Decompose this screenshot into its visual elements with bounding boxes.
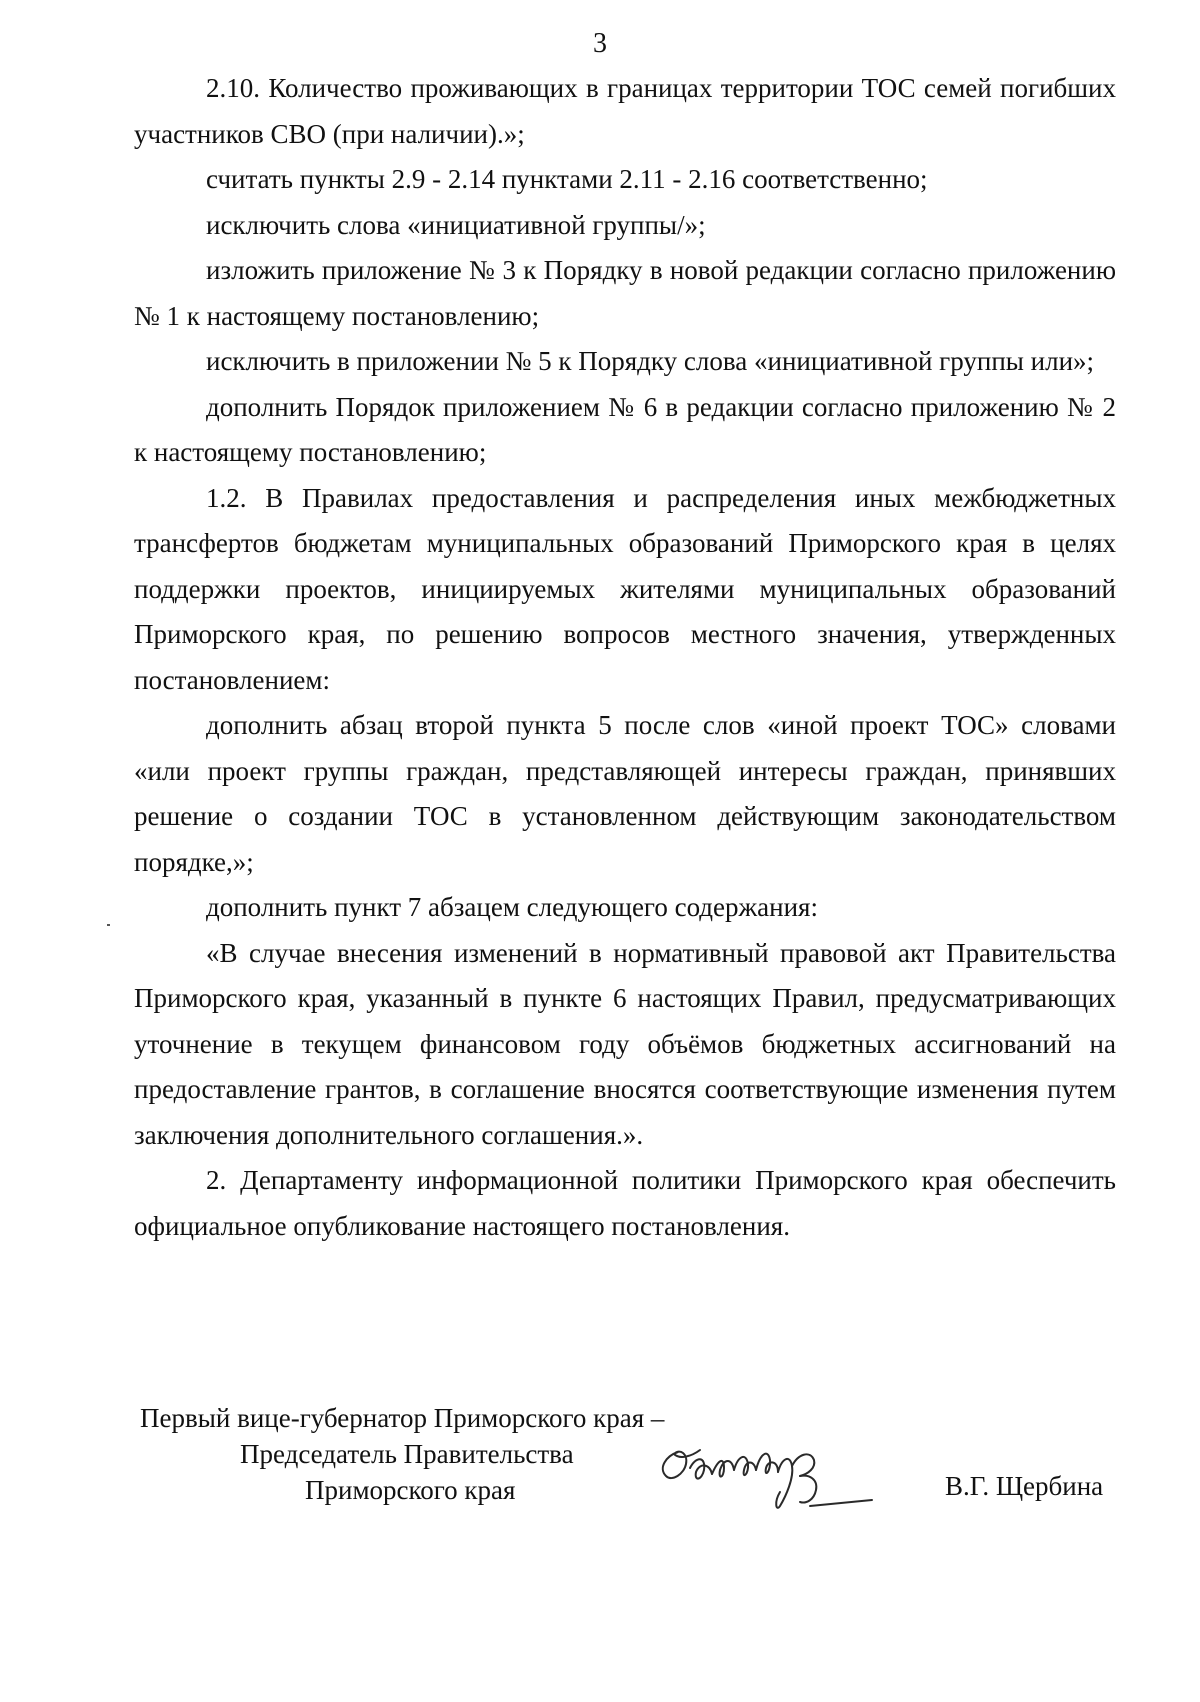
page-number: 3 <box>593 28 607 59</box>
paragraph-appendix-3: изложить приложение № 3 к Порядку в новой редакции согласно приложению № 1 к настоящему постановлению; <box>134 255 1116 331</box>
document-body <box>134 66 1116 1249</box>
signatory-name: В.Г. Щербина <box>945 1471 1104 1501</box>
paragraph-appendix-6: дополнить Порядок приложением № 6 в редакции согласно приложению № 2 к настоящему постановлению; <box>134 391 1116 467</box>
signatory-position <box>140 1400 664 1508</box>
paragraph-1-2: 1.2. В Правилах предоставления и распределения иных межбюджетных трансфертов бюджетам муниципальных образований Приморского края в целях поддержки проектов, инициируемых жителями муниципальных образований Приморского края, по решению вопросов местного значения, утвержденных постановлением: <box>134 482 1116 695</box>
paragraph-clause-7: дополнить пункт 7 абзацем следующего содержания: <box>206 892 818 922</box>
signatory-position-line-1: Первый вице-губернатор Приморского края – <box>140 1403 665 1433</box>
paragraph-2-publication: 2. Департаменту информационной политики Приморского края обеспечить официальное опубликование настоящего постановления. <box>134 1165 1116 1241</box>
signatory-position-line-2: Председатель Правительства <box>240 1439 574 1469</box>
margin-mark <box>107 924 110 926</box>
paragraph-2-10: 2.10. Количество проживающих в границах территории ТОС семей погибших участников СВО (при наличии).»; <box>134 73 1116 149</box>
paragraph-quoted-addition: «В случае внесения изменений в нормативный правовой акт Правительства Приморского края, указанный в пункте 6 настоящих Правил, предусматривающих уточнение в текущем финансовом году объёмов бюджетных ассигнований на предоставление грантов, в соглашение вносятся соответствующие изменения путем заключения дополнительного соглашения.». <box>134 937 1116 1150</box>
signatory-position-line-3: Приморского края <box>305 1475 516 1505</box>
paragraph-exclude-words: исключить слова «инициативной группы/»; <box>206 209 706 240</box>
paragraph-appendix-5: исключить в приложении № 5 к Порядку слова «инициативной группы или»; <box>206 346 1095 376</box>
handwritten-signature <box>650 1430 920 1520</box>
paragraph-clause-5: дополнить абзац второй пункта 5 после слов «иной проект ТОС» словами «или проект группы граждан, представляющей интересы граждан, принявших решение о создании ТОС в установленном действующим законодательством порядке,»; <box>134 710 1116 877</box>
paragraph-renumber: считать пункты 2.9 - 2.14 пунктами 2.11 - 2.16 соответственно; <box>206 164 928 194</box>
